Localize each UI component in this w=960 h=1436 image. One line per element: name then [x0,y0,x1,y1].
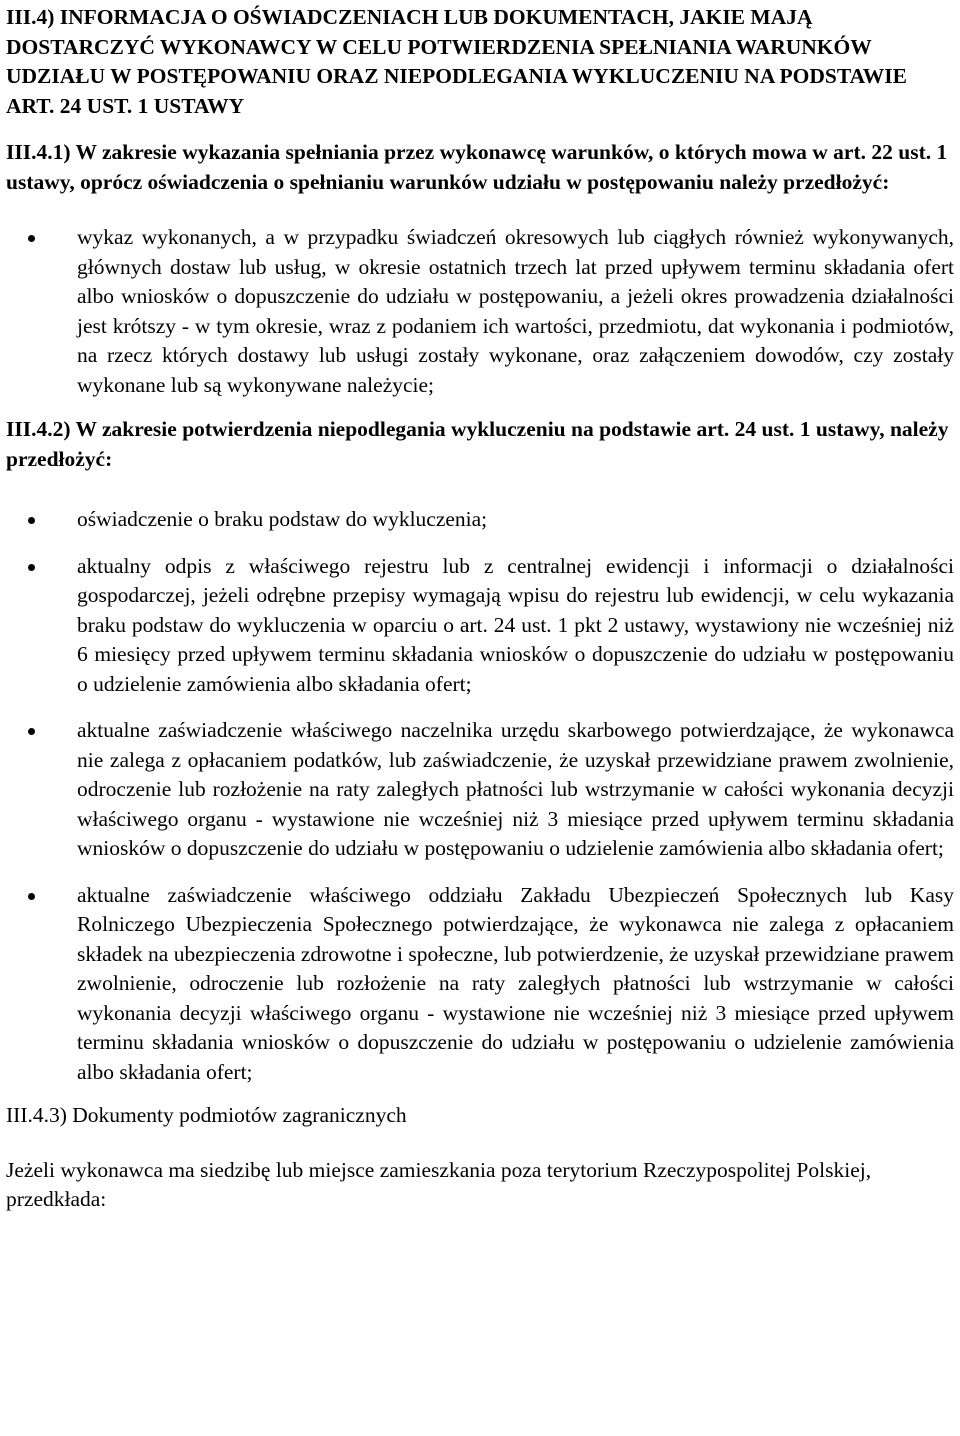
subsection-3-text: Jeżeli wykonawca ma siedzibę lub miejsce zamieszkania poza terytorium Rzeczypospolitej Polskiej, przedkłada: [6,1157,872,1211]
list-item-text: aktualne zaświadczenie właściwego oddziału Zakładu Ubezpieczeń Społecznych lub Kasy Rolniczego Ubezpieczenia Społecznego potwierdzające, że wykonawca nie zalega z opłacaniem składek na ubezpieczenia zdrowotne i społeczne, lub potwierdzenie, że uzyskał przewidziane prawem zwolnienie, odroczenie lub rozłożenie na raty zaległych płatności lub wstrzymanie w całości wykonania decyzji właściwego organu - wystawione nie wcześniej niż 3 miesiące przed upływem terminu składania wniosków o dopuszczenie do udziału w postępowaniu o udzielenie zamówienia albo składania ofert; [77,882,954,1084]
list-item-text: oświadczenie o braku podstaw do wykluczenia; [77,507,488,531]
list-item [6,505,954,535]
list-item [6,716,954,864]
list-item [6,223,954,400]
subsection-2-list [6,505,954,1087]
bullet-icon [28,564,35,571]
list-item-text: wykaz wykonanych, a w przypadku świadczeń okresowych lub ciągłych również wykonywanych, głównych dostaw lub usług, w okresie ostatnich trzech lat przed upływem terminu składania ofert albo wniosków o dopuszczenie do udziału w postępowaniu, a jeżeli okres prowadzenia działalności jest krótszy - w tym okresie, wraz z podaniem ich wartości, przedmiotu, dat wykonania i podmiotów, na rzecz których dostawy lub usługi zostały wykonane, oraz załączeniem dowodów, czy zostały wykonane lub są wykonywane należycie; [77,225,954,397]
subsection-2-heading: III.4.2) W zakresie potwierdzenia niepodlegania wykluczeniu na podstawie art. 24 ust. 1 ustawy, należy przedłożyć: [6,417,949,471]
bullet-icon [28,235,35,242]
subsection-1-list [6,223,954,400]
list-item-text: aktualny odpis z właściwego rejestru lub z centralnej ewidencji i informacji o działalności gospodarczej, jeżeli odrębne przepisy wymagają wpisu do rejestru lub ewidencji, w celu wykazania braku podstaw do wykluczenia w oparciu o art. 24 ust. 1 pkt 2 ustawy, wystawiony nie wcześniej niż 6 miesięcy przed upływem terminu składania wniosków o dopuszczenie do udziału w postępowaniu o udzielenie zamówienia albo składania ofert; [77,553,954,696]
list-item-text: aktualne zaświadczenie właściwego naczelnika urzędu skarbowego potwierdzające, że wykonawca nie zalega z opłacaniem podatków, lub zaświadczenie, że uzyskał przewidziane prawem zwolnienie, odroczenie lub rozłożenie na raty zaległych płatności lub wstrzymanie w całości wykonania decyzji właściwego organu - wystawione nie wcześniej niż 3 miesiące przed upływem terminu składania wniosków o dopuszczenie do udziału w postępowaniu o udzielenie zamówienia albo składania ofert; [77,718,954,860]
list-item [6,881,954,1088]
subsection-1-heading: III.4.1) W zakresie wykazania spełniania przez wykonawcę warunków, o których mowa w art. 22 ust. 1 ustawy, oprócz oświadczenia o spełnianiu warunków udziału w postępowaniu należy przedłożyć: [6,140,948,194]
document-page [6,0,954,1215]
list-item [6,552,954,700]
section-heading: III.4) INFORMACJA O OŚWIADCZENIACH LUB DOKUMENTACH, JAKIE MAJĄ DOSTARCZYĆ WYKONAWCY W CELU POTWIERDZENIA SPEŁNIANIA WARUNKÓW UDZIAŁU W POSTĘPOWANIU ORAZ NIEPODLEGANIA WYKLUCZENIU NA PODSTAWIE ART. 24 UST. 1 USTAWY [6,5,907,118]
subsection-3-heading: III.4.3) Dokumenty podmiotów zagranicznych [6,1103,407,1127]
bullet-icon [28,893,35,900]
bullet-icon [28,728,35,735]
bullet-icon [28,517,35,524]
